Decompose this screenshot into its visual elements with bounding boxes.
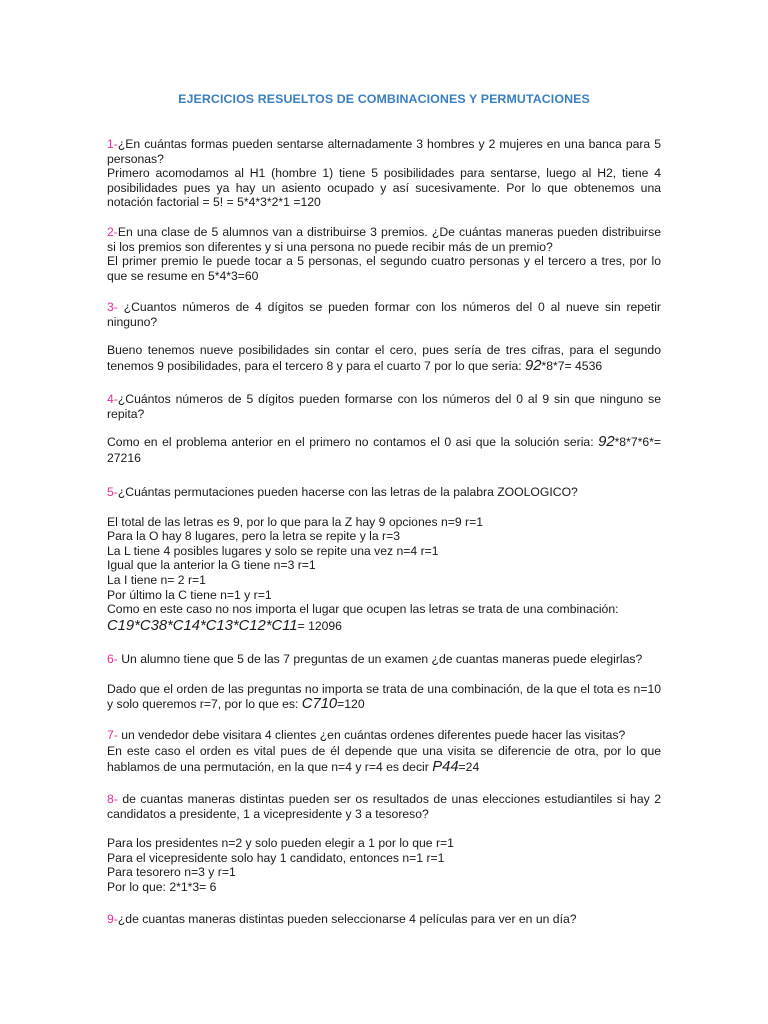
answer-line: Para el vicepresidente solo hay 1 candidato, entonces n=1 r=1 bbox=[107, 850, 445, 865]
math-expression: C19*C38*C14*C13*C12*C11 bbox=[107, 617, 298, 634]
exercise-9 bbox=[107, 912, 661, 927]
exercise-4 bbox=[107, 392, 661, 466]
exercise-5 bbox=[107, 485, 661, 635]
exercise-1-answer: Primero acomodamos al H1 (hombre 1) tiene 5 posibilidades para sentarse, luego al H2, tiene 4 posibilidades pues ya hay un asiento ocupado y así sucesivamente. Por lo que obtenemos una notación factorial = 5! = 5*4*3*2*1 =120 bbox=[107, 166, 661, 210]
exercise-number: 4- bbox=[107, 392, 118, 406]
exercise-number: 5- bbox=[107, 485, 118, 499]
exercise-8-question: 8- de cuantas maneras distintas pueden ser os resultados de unas elecciones estudiantiles si hay 2 candidatos a presidente, 1 a vicepresidente y 3 a tesoreso? bbox=[107, 792, 661, 821]
exercise-number: 1- bbox=[107, 137, 118, 151]
exercise-8-answer bbox=[107, 836, 661, 894]
exercise-6 bbox=[107, 652, 661, 713]
exercise-6-question: 6- Un alumno tiene que 5 de las 7 preguntas de un examen ¿de cuantas maneras puede elegirlas? bbox=[107, 652, 643, 666]
answer-formula: C19*C38*C14*C13*C12*C11= 12096 bbox=[107, 617, 342, 634]
exercise-7-question: 7- un vendedor debe visitara 4 clientes ¿en cuántas ordenes diferentes puede hacer las visitas? bbox=[107, 728, 626, 742]
exercise-4-question: 4-¿Cuántos números de 5 dígitos pueden formarse con los números del 0 al 9 sin que ninguno se repita? bbox=[107, 392, 661, 421]
exercise-3-question: 3- ¿Cuantos números de 4 dígitos se pueden formar con los números del 0 al nueve sin repetir ninguno? bbox=[107, 300, 661, 329]
math-expression: P44 bbox=[432, 758, 459, 775]
exercise-5-answer bbox=[107, 515, 661, 635]
exercise-3 bbox=[107, 300, 661, 374]
exercise-number: 2- bbox=[107, 225, 118, 239]
answer-line: Para la O hay 8 lugares, pero la letra se repite y la r=3 bbox=[107, 529, 400, 544]
answer-line: Para tesorero n=3 y r=1 bbox=[107, 865, 236, 880]
math-expression: 92 bbox=[598, 434, 615, 451]
exercise-4-answer: Como en el problema anterior en el primero no contamos el 0 asi que la solución seria: 92*8*7*6*= 27216 bbox=[107, 434, 661, 465]
exercise-2 bbox=[107, 225, 661, 283]
math-expression: 92 bbox=[525, 357, 542, 374]
exercise-3-answer: Bueno tenemos nueve posibilidades sin contar el cero, pues sería de tres cifras, para el segundo tenemos 9 posibilidades, para el tercero 8 y para el cuarto 7 por lo que seria: 92*8*7= 4536 bbox=[107, 343, 661, 374]
exercise-7-answer: En este caso el orden es vital pues de él depende que una visita se diferencie de otra, por lo que hablamos de una permutación, en la que n=4 y r=4 es decir P44=24 bbox=[107, 743, 661, 775]
exercise-5-question: 5-¿Cuántas permutaciones pueden hacerse con las letras de la palabra ZOOLOGICO? bbox=[107, 485, 578, 499]
exercise-9-question: 9-¿de cuantas maneras distintas pueden seleccionarse 4 películas para ver en un día? bbox=[107, 912, 577, 926]
exercise-number: 7- bbox=[107, 728, 118, 742]
exercise-1-question: 1-¿En cuántas formas pueden sentarse alternadamente 3 hombres y 2 mujeres en una banca para 5 personas? bbox=[107, 137, 661, 166]
exercise-6-answer: Dado que el orden de las preguntas no importa se trata de una combinación, de la que el tota es n=10 y solo queremos r=7, por lo que es: C710=120 bbox=[107, 681, 661, 713]
math-expression: C710 bbox=[301, 696, 338, 713]
exercise-7 bbox=[107, 728, 661, 775]
answer-line: Por último la C tiene n=1 y r=1 bbox=[107, 587, 272, 602]
answer-line: La I tiene n= 2 r=1 bbox=[107, 572, 206, 587]
exercise-2-question: 2-En una clase de 5 alumnos van a distribuirse 3 premios. ¿De cuántas maneras pueden distribuirse si los premios son diferentes y si una persona no puede recibir más de un premio? bbox=[107, 225, 661, 254]
answer-line: Para los presidentes n=2 y solo pueden elegir a 1 por lo que r=1 bbox=[107, 836, 454, 851]
exercise-8 bbox=[107, 792, 661, 895]
exercise-2-answer: El primer premio le puede tocar a 5 personas, el segundo cuatro personas y el tercero a tres, por lo que se resume en 5*4*3=60 bbox=[107, 254, 661, 283]
exercise-number: 3- bbox=[107, 300, 118, 314]
answer-line: Por lo que: 2*1*3= 6 bbox=[107, 879, 217, 894]
answer-line: Como en este caso no nos importa el lugar que ocupen las letras se trata de una combinación: bbox=[107, 602, 619, 617]
document-title: EJERCICIOS RESUELTOS DE COMBINACIONES Y PERMUTACIONES bbox=[178, 92, 590, 106]
exercise-1 bbox=[107, 137, 661, 210]
answer-line: El total de las letras es 9, por lo que para la Z hay 9 opciones n=9 r=1 bbox=[107, 514, 484, 529]
answer-line: La L tiene 4 posibles lugares y solo se repite una vez n=4 r=1 bbox=[107, 543, 439, 558]
exercise-number: 8- bbox=[107, 792, 118, 806]
exercise-number: 6- bbox=[107, 652, 118, 666]
exercise-number: 9- bbox=[107, 912, 118, 926]
answer-line: Igual que la anterior la G tiene n=3 r=1 bbox=[107, 558, 316, 573]
